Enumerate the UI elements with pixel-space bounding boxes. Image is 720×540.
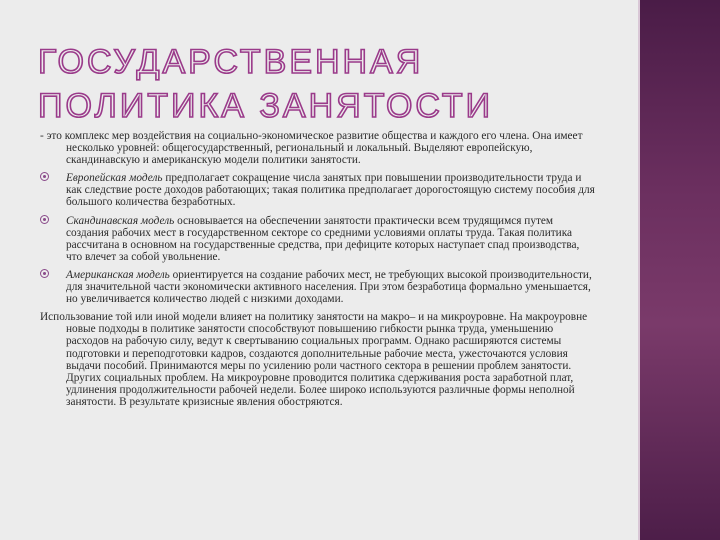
bullet-icon [40, 172, 49, 181]
bullet-icon [40, 269, 49, 278]
bullet-text: ориентируется на создание рабочих мест, не требующих высокой производительности, для значительной части экономически активного населения. При этом безработица формально уменьшается, но увеличивается количество людей с низкими доходами. [66, 268, 592, 306]
outro-paragraph: Использование той или иной модели влияет на политику занятости на макро– и на микроуровне. На макроуровне новые подходы в политике занятости способствуют повышению гибкости рынка труда, уменьшению расходов на рабочую силу, ведут к свертыванию социальных программ. Однако расширяются системы подготовки и переподготовки кадров, создаются дополнительные рабочие места, ужесточаются условия выдачи пособий. Принимаются меры по усилению роли частного сектора в решении проблем занятости. Других социальных проблем. На микроуровне проводится политика сдерживания роста заработной плат, удлинения продолжительности рабочей недели. Более широко используются различные формы неполной занятости. В результате кризисные явления обостряются. [40, 311, 588, 408]
bullet-term: Скандинавская модель [66, 214, 175, 227]
intro-paragraph: - это комплекс мер воздействия на социально-экономическое развитие общества и каждого его члена. Она имеет несколько уровней: общегосударственный, региональный и локальный. Выделяют европейскую, скандинавскую и американскую модели политики занятости. [40, 130, 583, 167]
slide-body [40, 130, 596, 408]
bullet-european [40, 172, 596, 208]
bullet-text: основывается на обеспечении занятости практически всем трудящимся путем создания рабочих мест в государственном секторе со средними условиями оплаты труда. Такая политика рассчитана в основном на государственные средства, при дефиците которых наступает спад производства, что влечет за собой увольнение. [66, 214, 580, 263]
decorative-sidebar [638, 0, 720, 540]
bullet-icon [40, 215, 49, 224]
slide-title: ГОСУДАРСТВЕННАЯ ПОЛИТИКА ЗАНЯТОСТИ [38, 43, 494, 125]
bullet-term: Европейская модель [66, 172, 163, 185]
bullet-american [40, 269, 596, 305]
bullet-text: предполагает сокращение числа занятых при повышении производительности труда и как следствие росте доходов работающих; такая политика предполагает дорогостоящую систему пособия для большого количества безработных. [66, 172, 595, 209]
bullet-term: Американская модель [66, 268, 170, 281]
bullet-scandinavian [40, 215, 596, 263]
